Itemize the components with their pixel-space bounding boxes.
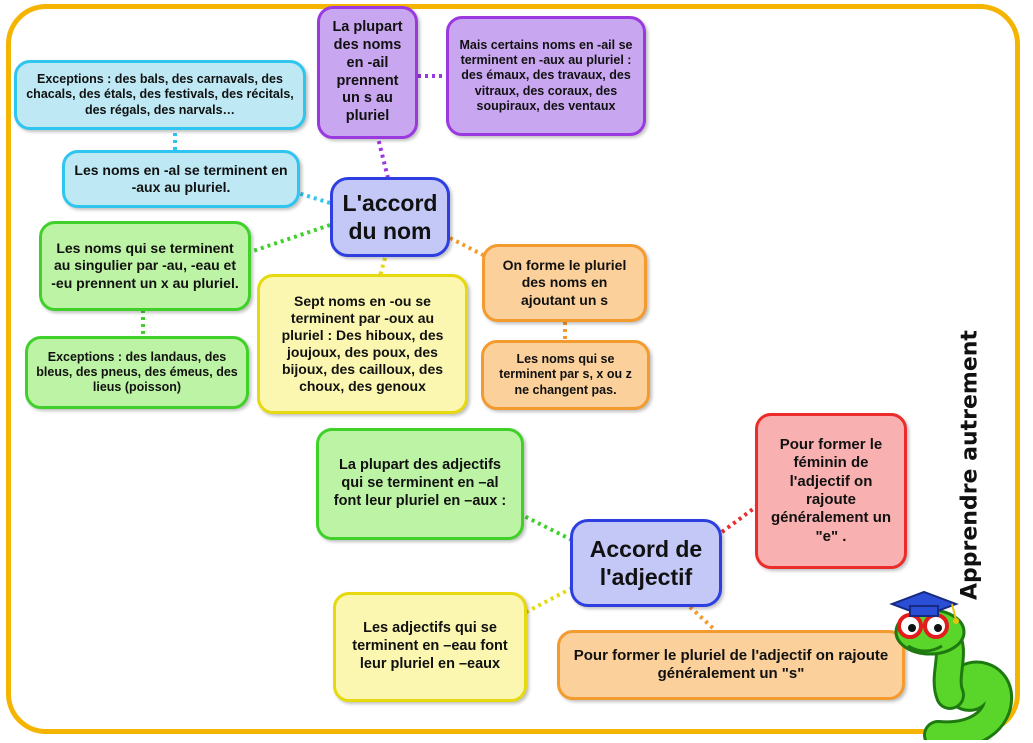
graduate-worm-icon: [880, 590, 1030, 740]
node-adj-al: La plupart des adjectifs qui se terminent en –al font leur pluriel en –aux :: [316, 428, 524, 540]
link-adj-pluriel: [690, 607, 715, 630]
node-exceptions-al: Exceptions : des bals, des carnavals, des chacals, des étals, des festivals, des récitals, des régals, des narvals…: [14, 60, 306, 130]
node-ail-exceptions: Mais certains noms en -ail se terminent en -aux au pluriel : des émaux, des travaux, des vitraux, des coraux, des soupiraux, des ventaux: [446, 16, 646, 136]
node-noms-al: Les noms en -al se terminent en -aux au pluriel.: [62, 150, 300, 208]
node-noms-eau: Les noms qui se terminent au singulier par -au, -eau et -eu prennent un x au pluriel.: [39, 221, 251, 311]
link-nom-eau: [250, 225, 330, 252]
node-adj-pluriel: Pour former le pluriel de l'adjectif on rajoute généralement un "s": [557, 630, 905, 700]
link-adj-al: [522, 515, 572, 540]
brand-text: Apprendre autrement: [957, 330, 983, 600]
link-nom-ail: [378, 138, 388, 178]
node-adj-feminin: Pour former le féminin de l'adjectif on rajoute généralement un "e" .: [755, 413, 907, 569]
center-node-accord-nom: L'accord du nom: [330, 177, 450, 257]
node-noms-ou: Sept noms en -ou se terminent par -oux au pluriel : Des hiboux, des joujoux, des poux, des bijoux, des cailloux, des choux, des genoux: [257, 274, 468, 414]
node-noms-sxz: Les noms qui se terminent par s, x ou z ne changent pas.: [481, 340, 650, 410]
node-adj-eau: Les adjectifs qui se terminent en –eau font leur pluriel en –eaux: [333, 592, 527, 702]
node-eau-exceptions: Exceptions : des landaus, des bleus, des pneus, des émeus, des lieus (poisson): [25, 336, 249, 409]
node-noms-ail: La plupart des noms en -ail prennent un s au pluriel: [317, 6, 418, 139]
link-nom-general: [450, 238, 485, 256]
center-node-accord-adjectif: Accord de l'adjectif: [570, 519, 722, 607]
link-nom-al: [298, 193, 330, 203]
node-pluriel-general: On forme le pluriel des noms en ajoutant un s: [482, 244, 647, 322]
link-adj-feminin: [722, 506, 757, 532]
